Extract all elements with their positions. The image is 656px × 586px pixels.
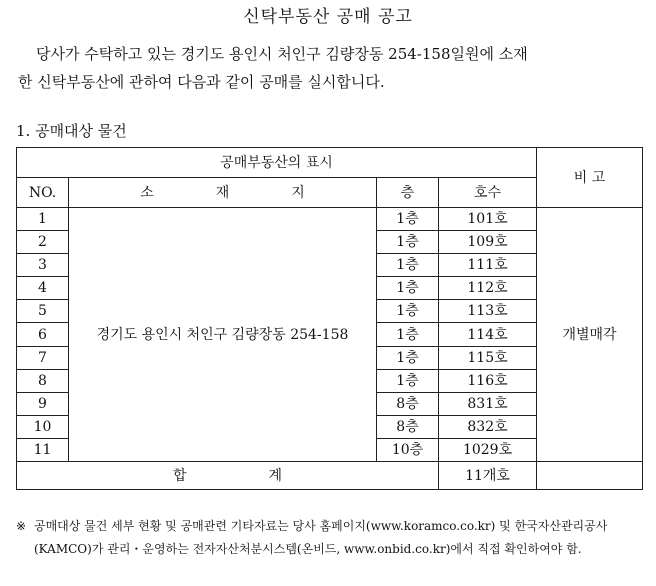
row-unit: 1029호 <box>439 438 537 461</box>
row-floor: 1층 <box>377 323 439 346</box>
row-unit: 113호 <box>439 300 537 323</box>
row-floor: 1층 <box>377 277 439 300</box>
row-no: 4 <box>17 277 69 300</box>
col-location-char: 재 <box>215 184 230 201</box>
remarks-header: 비 고 <box>537 148 643 208</box>
footnote-text: 공매대상 물건 세부 현황 및 공매관련 기타자료는 당사 홈페이지(www.koramco.co.kr) 및 한국자산관리공사(KAMCO)가 관리・운영하는 전자자산처분시스템(온비드, www.onbid.co.kr)에서 직접 확인하여야 함. <box>34 519 608 556</box>
intro-line-2: 한 신탁부동산에 관하여 다음과 같이 공매를 실시합니다. <box>18 73 385 91</box>
row-floor: 8층 <box>377 415 439 438</box>
col-floor-header: 층 <box>377 178 439 208</box>
total-value: 11개호 <box>439 462 537 490</box>
row-floor: 1층 <box>377 208 439 231</box>
row-no: 1 <box>17 208 69 231</box>
col-location-char: 지 <box>291 184 305 201</box>
col-no-header: NO. <box>17 178 69 208</box>
row-floor: 1층 <box>377 300 439 323</box>
row-unit: 112호 <box>439 277 537 300</box>
total-label-char: 합 <box>172 467 187 484</box>
footnote <box>16 515 646 561</box>
intro-paragraph <box>18 40 646 96</box>
location-cell: 경기도 용인시 처인구 김량장동 254-158 <box>69 208 377 462</box>
col-location-char: 소 <box>140 184 154 201</box>
table-row <box>17 208 643 231</box>
remarks-cell: 개별매각 <box>537 208 643 462</box>
group-header: 공매부동산의 표시 <box>17 148 537 178</box>
row-unit: 832호 <box>439 415 537 438</box>
page-title: 신탁부동산 공매 공고 <box>243 7 413 27</box>
total-row <box>17 462 643 490</box>
row-floor: 1층 <box>377 231 439 254</box>
row-no: 10 <box>17 415 69 438</box>
row-no: 7 <box>17 346 69 369</box>
row-floor: 1층 <box>377 254 439 277</box>
intro-line-1: 당사가 수탁하고 있는 경기도 용인시 처인구 김량장동 254-158일원에 소재 <box>36 45 528 63</box>
row-no: 6 <box>17 323 69 346</box>
total-remarks-empty <box>537 462 643 490</box>
section-title: 1. 공매대상 물건 <box>16 122 127 140</box>
row-unit: 115호 <box>439 346 537 369</box>
row-no: 5 <box>17 300 69 323</box>
row-unit: 116호 <box>439 369 537 392</box>
row-unit: 111호 <box>439 254 537 277</box>
row-unit: 101호 <box>439 208 537 231</box>
row-no: 8 <box>17 369 69 392</box>
row-floor: 1층 <box>377 369 439 392</box>
total-label <box>17 462 439 490</box>
row-floor: 1층 <box>377 346 439 369</box>
row-unit: 114호 <box>439 323 537 346</box>
reference-mark: ※ <box>16 519 27 533</box>
row-floor: 10층 <box>377 438 439 461</box>
total-label-char: 계 <box>268 467 283 484</box>
row-unit: 831호 <box>439 392 537 415</box>
row-unit: 109호 <box>439 231 537 254</box>
row-no: 11 <box>17 438 69 461</box>
row-no: 3 <box>17 254 69 277</box>
col-location-header <box>69 178 377 208</box>
row-no: 2 <box>17 231 69 254</box>
col-unit-header: 호수 <box>439 178 537 208</box>
row-floor: 8층 <box>377 392 439 415</box>
property-table <box>16 147 643 490</box>
row-no: 9 <box>17 392 69 415</box>
